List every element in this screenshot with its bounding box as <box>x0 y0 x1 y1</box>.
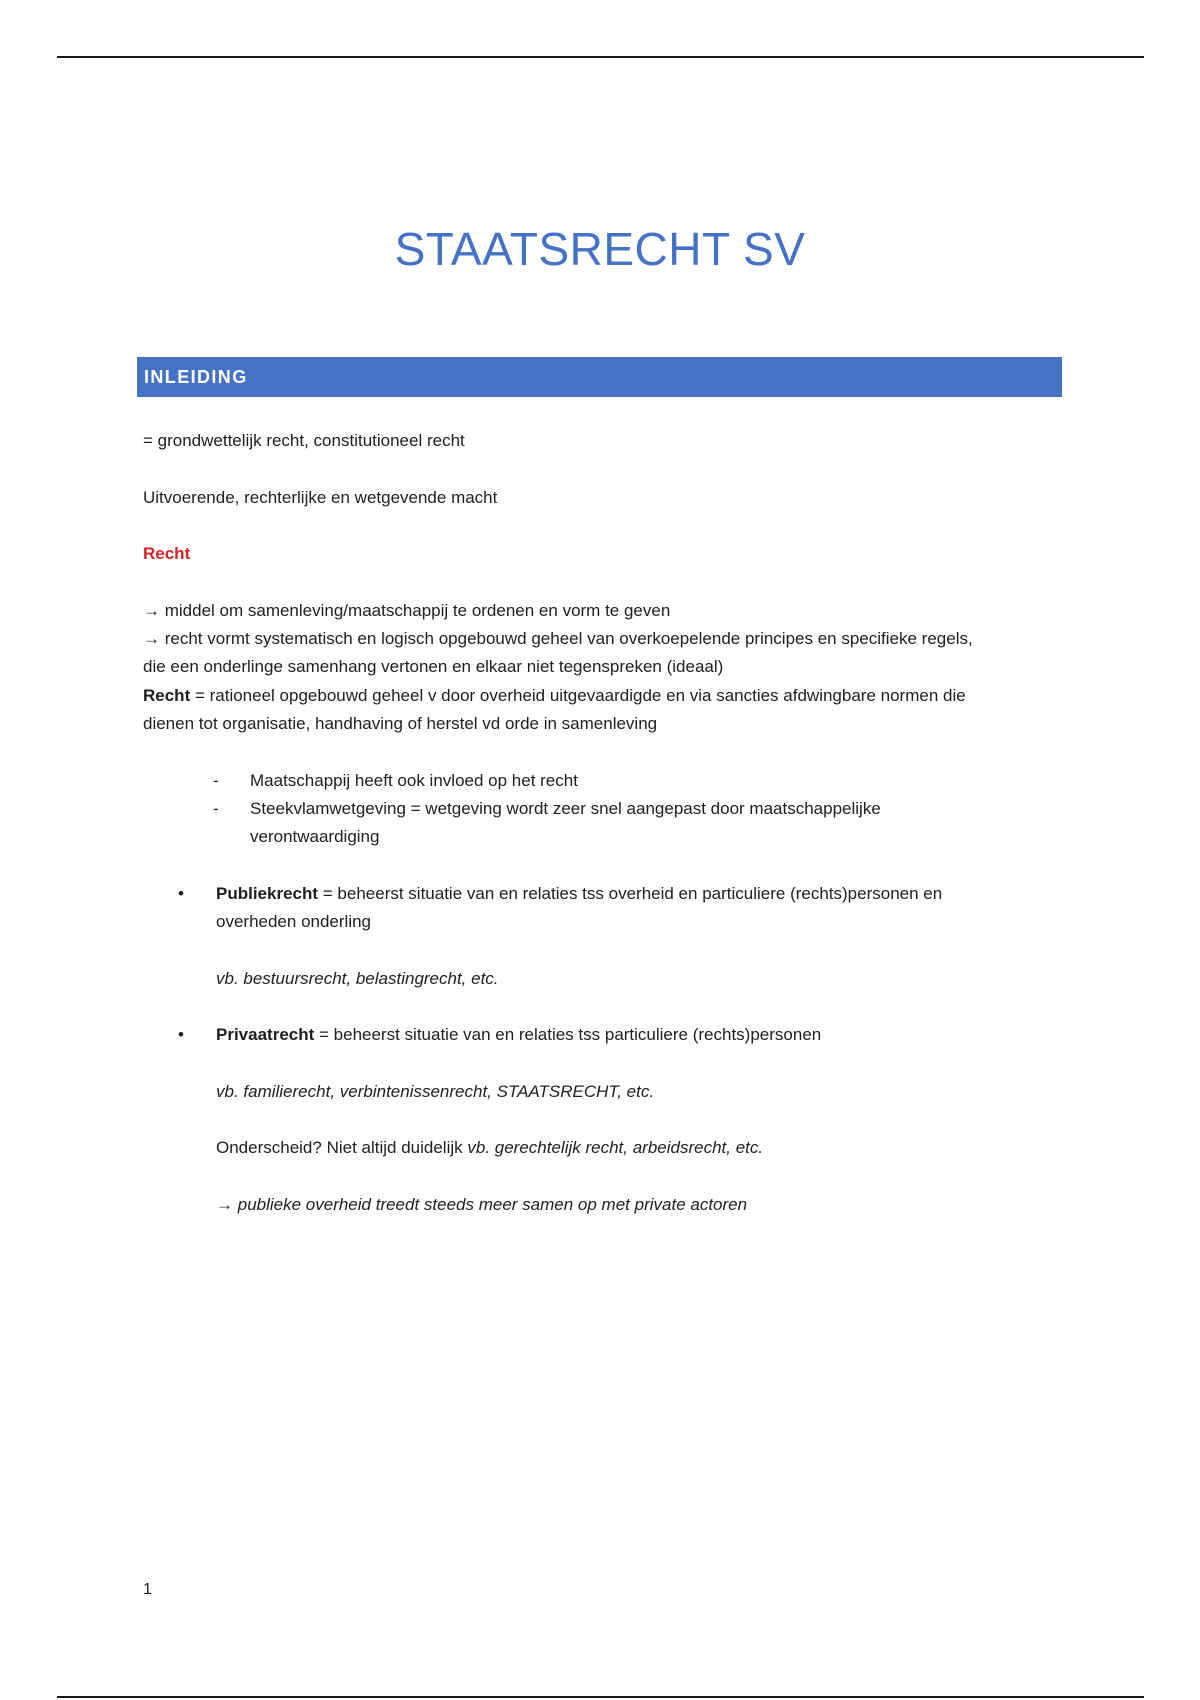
arrow-point-2-line2: die een onderlinge samenhang vertonen en elkaar niet tegenspreken (ideaal) <box>143 657 724 676</box>
page-number: 1 <box>143 1581 152 1598</box>
recht-subheading: Recht <box>143 544 191 563</box>
privaatrecht-line1 <box>216 1021 821 1049</box>
powers-line: Uitvoerende, rechterlijke en wetgevende macht <box>143 488 498 507</box>
privaatrecht-term: Privaatrecht <box>216 1025 315 1044</box>
arrow-icon: → <box>216 1195 238 1214</box>
dash-marker: - <box>213 799 219 818</box>
document-title: STAATSRECHT SV <box>394 223 806 275</box>
recht-definition-term: Recht <box>143 686 191 705</box>
recht-definition-line1 <box>143 682 966 710</box>
bullet-marker: • <box>178 1025 184 1044</box>
arrow-point-1: → middel om samenleving/maatschappij te ordenen en vorm te geven <box>143 601 671 620</box>
publiekrecht-line1 <box>216 880 942 908</box>
dash-marker: - <box>213 771 219 790</box>
dash-item-1: Maatschappij heeft ook invloed op het recht <box>250 771 578 790</box>
publiekrecht-term: Publiekrecht <box>216 884 319 903</box>
section-heading: INLEIDING <box>144 367 248 387</box>
definition-line: = grondwettelijk recht, constitutioneel recht <box>143 431 465 450</box>
privaatrecht-text: = beheerst situatie van en relaties tss particuliere (rechts)personen <box>314 1025 822 1044</box>
section-header-bar <box>137 357 1062 397</box>
distinction-line <box>216 1134 763 1162</box>
recht-definition-text: = rationeel opgebouwd geheel v door overheid uitgevaardigde en via sancties afdwingbare normen die <box>190 686 966 705</box>
footer-rule <box>57 1696 1144 1698</box>
arrow-point-2-line1: → recht vormt systematisch en logisch opgebouwd geheel van overkoepelende principes en specifieke regels, <box>143 629 973 648</box>
publiekrecht-text: = beheerst situatie van en relaties tss overheid en particuliere (rechts)personen en <box>318 884 943 903</box>
conclusion-line <box>216 1191 747 1219</box>
conclusion-text: publieke overheid treedt steeds meer samen op met private actoren <box>237 1195 748 1214</box>
publiekrecht-example: vb. bestuursrecht, belastingrecht, etc. <box>216 969 499 988</box>
publiekrecht-line2: overheden onderling <box>216 912 372 931</box>
header-rule <box>57 56 1144 58</box>
dash-item-2-line2: verontwaardiging <box>250 827 380 846</box>
recht-definition-line2: dienen tot organisatie, handhaving of herstel vd orde in samenleving <box>143 714 658 733</box>
dash-item-2-line1: Steekvlamwetgeving = wetgeving wordt zeer snel aangepast door maatschappelijke <box>250 799 881 818</box>
bullet-marker: • <box>178 884 184 903</box>
distinction-question: Onderscheid? Niet altijd duidelijk <box>216 1138 468 1157</box>
privaatrecht-example: vb. familierecht, verbintenissenrecht, STAATSRECHT, etc. <box>216 1082 655 1101</box>
distinction-examples: vb. gerechtelijk recht, arbeidsrecht, etc. <box>467 1138 764 1157</box>
